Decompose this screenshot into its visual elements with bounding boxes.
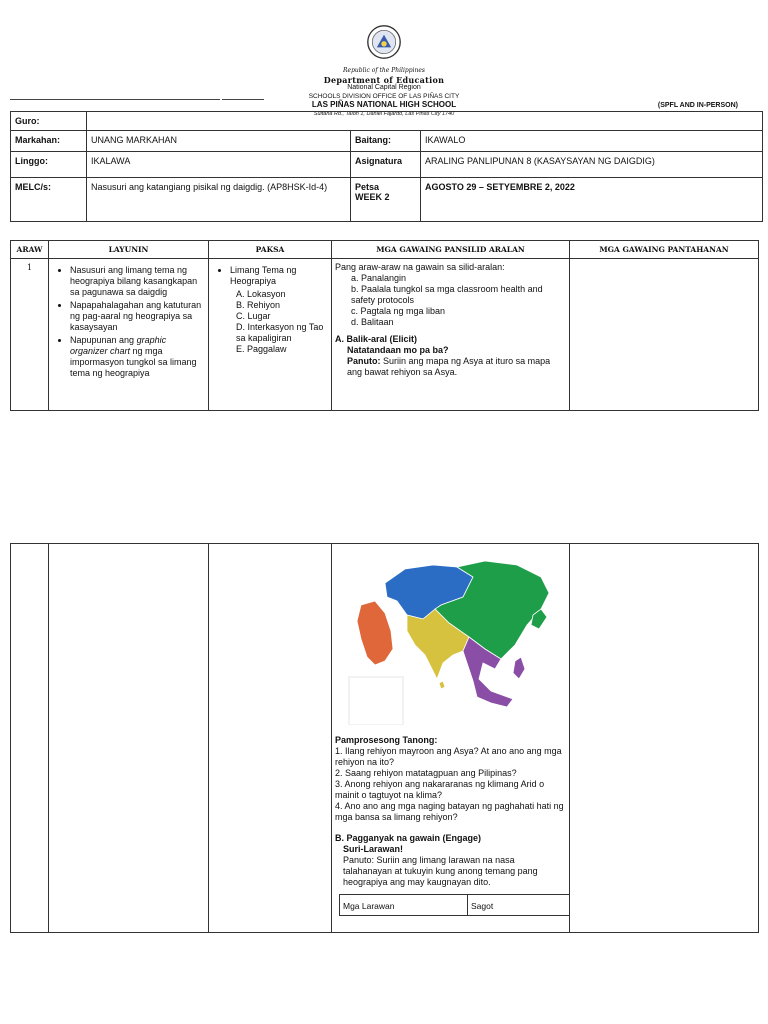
markahan-label: Markahan: xyxy=(11,131,87,152)
sdo-line: SCHOOLS DIVISION OFFICE OF LAS PIÑAS CITY xyxy=(308,92,460,100)
header-gawaing-pansilid: MGA GAWAING PANSILID ARALAN xyxy=(332,241,570,259)
gawain-item: a. Panalangin xyxy=(351,273,407,283)
department-line: Department of Education xyxy=(323,74,445,85)
paksa-item: B. Rehiyon xyxy=(236,300,281,310)
pamprosesong-title: Pamprosesong Tanong: xyxy=(335,735,438,745)
header-layunin: LAYUNIN xyxy=(49,241,209,259)
question-item: 4. Ano ano ang mga naging batayan ng paghahati hati ng mga bansa sa limang rehiyon? xyxy=(335,801,564,822)
layunin-item: • Nasusuri ang limang tema ng heograpiya bilang kasangkapan sa pagunawa sa daigdig xyxy=(70,265,205,298)
divider-right xyxy=(222,99,264,100)
baitang-label: Baitang: xyxy=(351,131,421,152)
header-araw: ARAW xyxy=(11,241,49,259)
paksa-cell xyxy=(209,259,332,411)
guro-label: Guro: xyxy=(11,112,87,131)
divider-left xyxy=(10,99,220,100)
asignatura-label: Asignatura xyxy=(351,152,421,178)
region-line: National Capital Region xyxy=(347,84,421,91)
map-region-west xyxy=(357,601,393,665)
paksa-item: D. Interkasyon ng Tao sa kapaligiran xyxy=(236,322,324,343)
asignatura-value: ARALING PANLIPUNAN 8 (KASAYSAYAN NG DAIGDIG) xyxy=(421,152,763,178)
layunin-3-italic: graphic organizer chart xyxy=(70,335,167,356)
day-number: 1 xyxy=(11,259,49,411)
school-name: LAS PIÑAS NATIONAL HIGH SCHOOL xyxy=(311,100,457,109)
engage-title: B. Pagganyak na gawain (Engage) xyxy=(335,833,482,843)
engage-panuto: Panuto: Suriin ang limang larawan na nasa talahanayan at tukuyin kung anong temang pang heograpiya ang may kaugnayan dito. xyxy=(343,855,538,887)
picture-answer-table xyxy=(339,894,570,916)
asia-regions-map xyxy=(345,553,555,725)
paksa-item: A. Lokasyon xyxy=(236,289,286,299)
layunin-cell-empty xyxy=(49,544,209,933)
engage-sub: Suri-Larawan! xyxy=(343,844,404,854)
info-table xyxy=(10,111,763,222)
gawain-continuation-cell xyxy=(332,544,570,933)
delivery-mode: (SPFL AND IN-PERSON) xyxy=(657,102,738,109)
pantahanan-cell xyxy=(570,259,759,411)
lesson-plan-table xyxy=(10,240,759,411)
layunin-item xyxy=(70,335,205,379)
panuto-text: Suriin ang mapa ng Asya at ituro sa mapa ang bawat rehiyon sa Asya. xyxy=(347,356,551,377)
question-item: 2. Saang rehiyon matatagpuan ang Pilipinas? xyxy=(335,768,517,778)
layunin-3-pre: Napupunan ang xyxy=(70,335,135,345)
week-label: WEEK 2 xyxy=(355,192,390,202)
guro-value xyxy=(87,112,763,131)
letterhead xyxy=(0,24,768,118)
layunin-3-post: ng mga impormasyon tungkol sa limang tema ng heograpiya xyxy=(70,346,197,378)
col-mga-larawan: Mga Larawan xyxy=(340,895,468,916)
republic-line: Republic of the Philippines xyxy=(343,67,425,74)
day-cell-empty xyxy=(11,544,49,933)
linggo-value: IKALAWA xyxy=(87,152,351,178)
baitang-value: IKAWALO xyxy=(421,131,763,152)
question-item: 3. Anong rehiyon ang nakararanas ng klimang Arid o mainit o tagtuyot na klima? xyxy=(335,779,545,800)
balik-aral-sub: Natatandaan mo pa ba? xyxy=(347,345,449,355)
deped-seal-icon xyxy=(366,24,402,60)
pantahanan-cell-empty xyxy=(570,544,759,933)
melc-value: Nasusuri ang katangiang pisikal ng daigdig. (AP8HSK-Id-4) xyxy=(87,178,351,222)
paksa-item: C. Lugar xyxy=(236,311,271,321)
school-address: Sultana Rd., Talon 1, Daniel Fajardo, Las Piñas City 1740 xyxy=(313,110,455,117)
panuto-label: Panuto: xyxy=(347,356,381,366)
paksa-cell-empty xyxy=(209,544,332,933)
header-paksa: PAKSA xyxy=(209,241,332,259)
panuto-block xyxy=(335,356,566,378)
petsa-value: AGOSTO 29 – SETYEMBRE 2, 2022 xyxy=(421,178,763,222)
balik-aral-title: A. Balik-aral (Elicit) xyxy=(335,334,418,344)
map-island-philippines xyxy=(513,657,525,679)
gawain-intro: Pang araw-araw na gawain sa silid-aralan: xyxy=(335,262,505,272)
paksa-item: E. Paggalaw xyxy=(236,344,287,354)
lesson-plan-continuation xyxy=(10,543,759,933)
linggo-label: Linggo: xyxy=(11,152,87,178)
paksa-title: • Limang Tema ng Heograpiya xyxy=(230,265,328,287)
gawain-item: b. Paalala tungkol sa mga classroom health and safety protocols xyxy=(351,284,543,305)
map-island-srilanka xyxy=(439,681,445,689)
petsa-cell xyxy=(351,178,421,222)
gawain-cell xyxy=(332,259,570,411)
header-gawaing-pantahanan: MGA GAWAING PANTAHANAN xyxy=(570,241,759,259)
petsa-label: Petsa xyxy=(355,182,380,192)
melc-label: MELC/s: xyxy=(11,178,87,222)
markahan-value: UNANG MARKAHAN xyxy=(87,131,351,152)
gawain-item: d. Balitaan xyxy=(351,317,394,327)
gawain-item: c. Pagtala ng mga liban xyxy=(351,306,446,316)
question-item: 1. Ilang rehiyon mayroon ang Asya? At ano ano ang mga rehiyon na ito? xyxy=(335,746,562,767)
layunin-item: • Napapahalagahan ang katuturan ng pag-aaral ng heograpiya sa kasaysayan xyxy=(70,300,205,333)
layunin-cell xyxy=(49,259,209,411)
col-sagot: Sagot xyxy=(468,895,570,916)
